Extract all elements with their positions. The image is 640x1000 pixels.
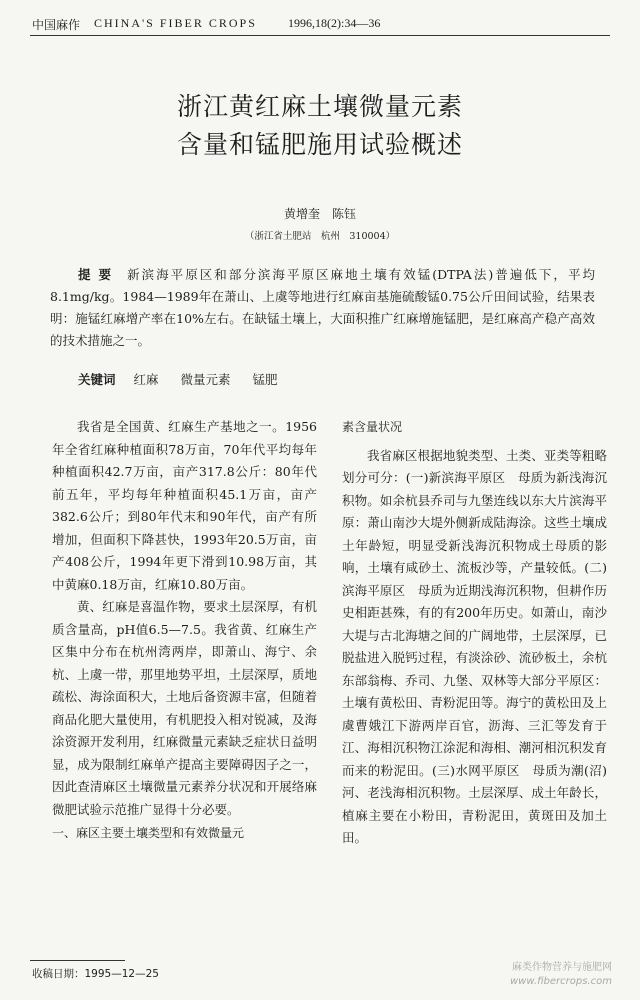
body-paragraph: 我省麻区根据地貌类型、土类、亚类等粗略划分可分：(一)新滨海平原区 母质为新浅海沉积物。如余杭县乔司与九堡连线以东大片滨海平原：萧山南沙大堤外侧新成陆海涂。这些土壤成土年龄短，明显受新浅海沉积物成土母质的影响，土壤有咸砂土、流板沙等，产量较低。(二)滨海平原区 母质为近期浅海沉积物，但耕作历史相距甚殊，有的有200年历史。如萧山，南沙大堤与古北海塘之间的广阔地带，土层深厚，已脱盐进入脱钙过程，有淡涂砂、流砂板土，余杭东部翁梅、乔司、九堡、双林等大部分平原区：土壤有黄松田、青粉泥田等。海宁的黄松田及上虞曹娥江下游两岸百官，沥海、三汇等发育于江、海相沉积物江涂泥和海相、潮河相沉积发育而来的粉泥田。(三)水网平原区 母质为潮(沼)河、老浅海相沉积物。土层深厚、成土年龄长，植麻主要在小粉田，青粉泥田，黄斑田及加土田。 <box>342 447 607 845</box>
section-heading-continued: 素含量状况 <box>342 420 403 434</box>
keyword-item: 微量元素 <box>180 372 231 387</box>
body-column-left <box>52 416 317 845</box>
abstract <box>50 264 595 352</box>
journal-name-en: CHINA'S FIBER CROPS <box>94 16 257 30</box>
title-line-2: 含量和锰肥施用试验概述 <box>176 130 463 159</box>
watermark-text: 麻类作物营养与施肥网 <box>511 962 612 973</box>
journal-header <box>30 14 610 36</box>
title-line-1: 浙江黄红麻土壤微量元素 <box>176 92 463 121</box>
abstract-text: 新滨海平原区和部分滨海平原区麻地土壤有效锰(DTPA法)普遍低下，平均8.1mg/kg。1984—1989年在萧山、上虞等地进行红麻亩基施硫酸锰0.75公斤田间试验，结果表明：施锰红麻增产率在10%左右。在缺锰土壤上，大面积推广红麻增施锰肥，是红麻高产稳产高效的技术措施之一。 <box>50 267 595 348</box>
keywords-label: 关键词 <box>78 372 116 387</box>
abstract-label: 提要 <box>78 267 120 282</box>
received-date: 收稿日期：1995—12—25 <box>32 968 159 980</box>
journal-name-cn: 中国麻作 <box>32 18 81 32</box>
footnote-rule <box>30 960 125 961</box>
body-paragraph: 黄、红麻是喜温作物，要求土层深厚，有机质含量高，pH值6.5—7.5。我省黄、红麻生产区集中分布在杭州湾两岸，即萧山、海宁、余杭、上虞一带，那里地势平坦，土层深厚，质地疏松、海涂面积大，土地后备资源丰富，但随着商品化肥大量使用，有机肥投入相对锐减，及海涂资源开发利用，红麻微量元素缺乏症状日益明显，成为限制红麻单产提高主要障碍因子之一，因此查清麻区土壤微量元素养分状况和开展络麻微肥试验示范推广显得十分必要。 <box>52 599 317 817</box>
section-heading: 一、麻区主要土壤类型和有效微量元 <box>52 826 245 840</box>
author-affiliation: （浙江省土肥站 杭州 310004） <box>244 231 396 242</box>
body-paragraph: 我省是全国黄、红麻生产基地之一。1956年全省红麻种植面积78万亩，70年代平均每年种植面积42.7万亩，亩产317.8公斤：80年代前五年，平均每年种植面积45.1万亩，亩产382.6公斤；到80年代末和90年代，亩产有所增加，但面积下降甚快，1993年20.5万亩，亩产408公斤，1994年更下滑到10.98万亩，其中黄麻0.18万亩，红麻10.80万亩。 <box>52 419 317 592</box>
keywords <box>78 370 296 388</box>
article-title <box>0 88 640 164</box>
watermark <box>510 961 612 989</box>
article-authors: 黄增奎 陈钰 <box>283 207 356 221</box>
body-column-right <box>342 416 607 850</box>
keyword-item: 红麻 <box>133 372 159 387</box>
watermark-url: www.fibercrops.com <box>510 976 612 987</box>
journal-citation: 1996,18(2):34—36 <box>288 16 381 30</box>
keyword-item: 锰肥 <box>252 372 278 387</box>
